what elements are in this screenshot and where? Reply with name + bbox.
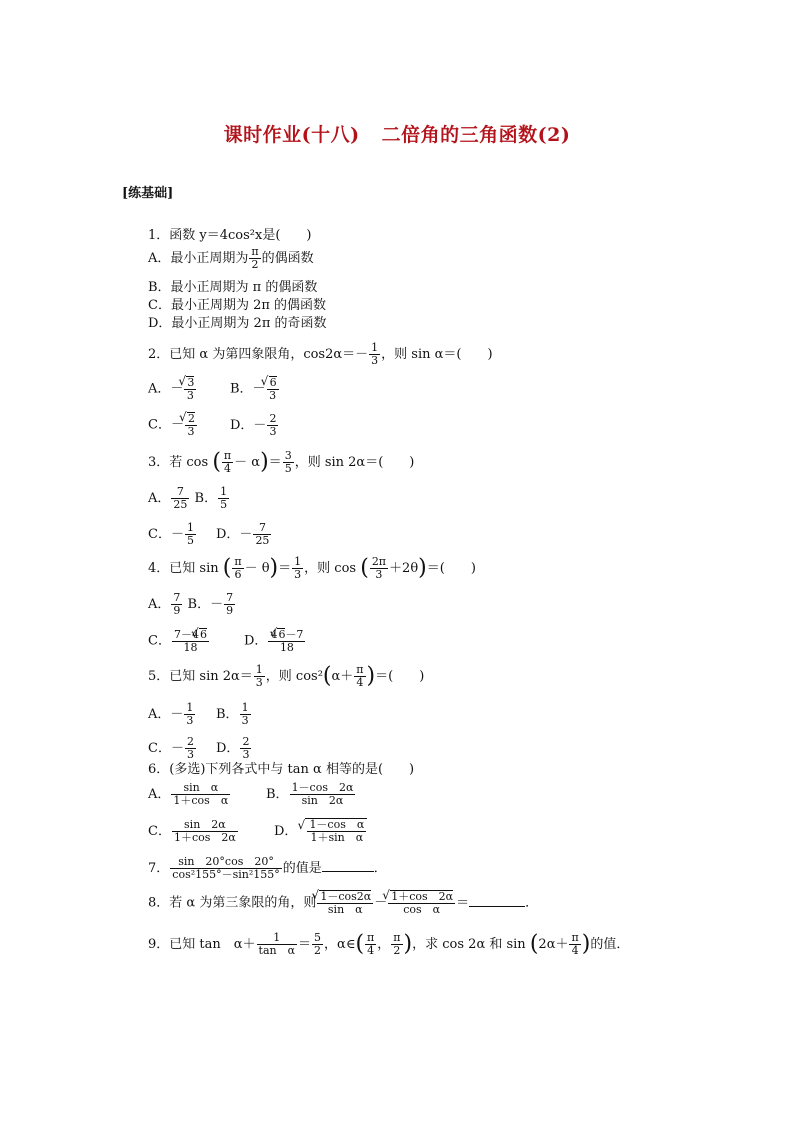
q2-options-cd: C．－ √ $\frac{2}{3}$ D．－ $\frac{2}{3}$ <box>148 412 279 438</box>
q3-stem: 3．若 cos ( $\frac{\pi}{4}$ － α)＝ $\frac{3}{5}$ ，则 sin 2α＝( ) <box>148 449 415 475</box>
title-part2: 二倍角的三角函数(2) <box>381 124 571 146</box>
q8-stem: 8．若 α 为第三象限的角，则 √ $\frac{1-\cos 2\alpha}{\text{sin α}}$ － √ $\frac{1+\cos 2\alpha}{\text{cos α}}$ ＝ ． <box>148 890 538 916</box>
q5-stem: 5．已知 sin 2α＝ $\frac{1}{3}$ ，则 cos²(α＋ $\frac{\pi}{4}$ )＝( ) <box>148 663 425 689</box>
q1-option-d: D．最小正周期为 2π 的奇函数 <box>148 316 327 331</box>
title-part1: 课时作业(十八) <box>223 124 360 146</box>
q9-stem: 9．已知 tan α＋ $\frac{1}{\text{tan α}}$ ＝ $\frac{5}{2}$ ，α∈( $\frac{\pi}{4}$ ， $\frac{\pi}{2}$ )，求 cos 2α 和 sin (2α＋ $\frac{\pi}{4}$ )的值． <box>148 931 630 957</box>
q1-option-a: A．最小正周期为 $\frac{\pi}{2}$ 的偶函数 <box>148 245 314 271</box>
q7-stem: 7． $\frac{\sin 20^\circ\cos 20^\circ}{\text{cos²155°－sin²155°}}$ 的值是 ． <box>148 855 387 881</box>
q6-options-cd: C． $\frac{\sin 2\alpha}{1+\cos 2\alpha}$ D． √ $\frac{\text{1－cos α}}{\text{1＋sin α}}$ <box>148 818 367 844</box>
q6-stem: 6．(多选)下列各式中与 tan α 相等的是( ) <box>148 762 415 777</box>
q4-options-cd: C． $\frac{7-4√ 6}{18}$ D． $\frac{4√ 6-7}{18}$ <box>148 628 306 654</box>
q8-answer-blank <box>469 896 525 907</box>
page-title <box>0 120 794 147</box>
q4-options-ab: A． $\frac{7}{9}$ B．－ $\frac{7}{9}$ <box>148 591 234 617</box>
q2-stem: 2．已知 α 为第四象限角，cos2α＝－ $\frac{1}{3}$ ，则 sin α＝( ) <box>148 341 493 367</box>
q1-option-b: B．最小正周期为 π 的偶函数 <box>148 280 318 295</box>
q4-stem: 4．已知 sin ( $\frac{\pi}{6}$ － θ)＝ $\frac{1}{3}$ ，则 cos ( $\frac{2\pi}{3}$ ＋2θ)＝( ) <box>148 555 476 581</box>
q3-options-ab: A． $\frac{7}{25}$ B． $\frac{1}{5}$ <box>148 485 228 511</box>
q5-options-ab: A．－ $\frac{1}{3}$ B． $\frac{1}{3}$ <box>148 701 249 727</box>
q1-stem: 1．函数 y＝4cos²x是( ) <box>148 228 312 243</box>
section-label: [练基础] <box>122 186 174 201</box>
q5-options-cd: C．－ $\frac{2}{3}$ D． $\frac{2}{3}$ <box>148 735 250 761</box>
q1-option-c: C．最小正周期为 2π 的偶函数 <box>148 298 327 313</box>
q3-options-cd: C．－ $\frac{1}{5}$ D．－ $\frac{7}{25}$ <box>148 521 270 547</box>
q2-options-ab: A．－ √ $\frac{3}{3}$ B．－ √ $\frac{6}{3}$ <box>148 376 280 402</box>
q7-answer-blank <box>322 861 374 872</box>
q6-options-ab: A． $\frac{\text{sin α}}{\text{1＋cos α}}$ B． $\frac{1-\cos 2\alpha}{\sin 2\alpha}$ <box>148 781 354 807</box>
